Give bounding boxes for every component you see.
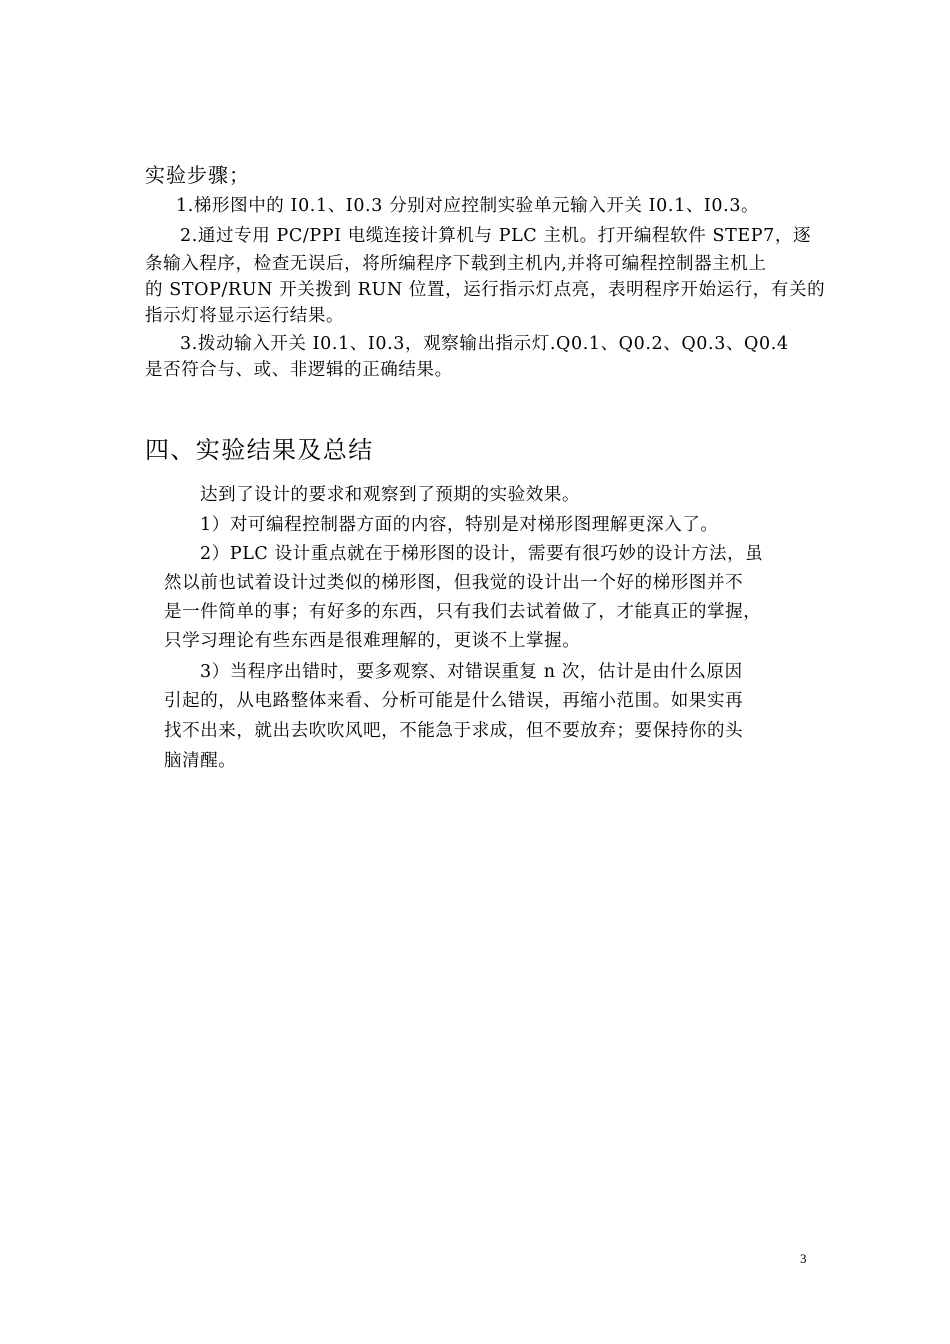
results-line-2: 1）对可编程控制器方面的内容，特别是对梯形图理解更深入了。 [200, 515, 719, 535]
steps-heading: 实验步骤； [145, 163, 250, 187]
steps-line-7: 是否符合与、或、非逻辑的正确结果。 [145, 360, 453, 380]
results-line-7: 3）当程序出错时，要多观察、对错误重复 n 次，估计是由什么原因 [200, 662, 743, 682]
results-line-9: 找不出来，就出去吹吹风吧，不能急于求成，但不要放弃；要保持你的头 [164, 721, 744, 741]
results-line-8: 引起的，从电路整体来看、分析可能是什么错误，再缩小范围。如果实再 [164, 691, 744, 711]
results-heading: 四、实验结果及总结 [145, 436, 374, 464]
steps-line-2: 2.通过专用 PC/PPI 电缆连接计算机与 PLC 主机。打开编程软件 STEP7，逐 [180, 226, 812, 246]
results-line-3: 2）PLC 设计重点就在于梯形图的设计，需要有很巧妙的设计方法，虽 [200, 544, 764, 564]
steps-line-5: 指示灯将显示运行结果。 [145, 306, 345, 326]
steps-line-6: 3.拨动输入开关 I0.1、I0.3，观察输出指示灯.Q0.1、Q0.2、Q0.3、Q0.4 [180, 334, 789, 354]
steps-line-3: 条输入程序，检查无误后，将所编程序下载到主机内,并将可编程控制器主机上 [145, 254, 767, 274]
results-line-4: 然以前也试着设计过类似的梯形图，但我觉的设计出一个好的梯形图并不 [164, 573, 744, 593]
results-line-6: 只学习理论有些东西是很难理解的，更谈不上掌握。 [164, 631, 581, 651]
steps-line-4: 的 STOP/RUN 开关拨到 RUN 位置，运行指示灯点亮，表明程序开始运行，有关的 [145, 280, 826, 300]
results-line-10: 脑清醒。 [164, 751, 237, 771]
results-line-1: 达到了设计的要求和观察到了预期的实验效果。 [200, 485, 581, 505]
results-line-5: 是一件简单的事；有好多的东西，只有我们去试着做了，才能真正的掌握， [164, 602, 762, 622]
steps-line-1: 1.梯形图中的 I0.1、I0.3 分别对应控制实验单元输入开关 I0.1、I0.3。 [176, 196, 760, 216]
page-number: 3 [800, 1251, 807, 1266]
